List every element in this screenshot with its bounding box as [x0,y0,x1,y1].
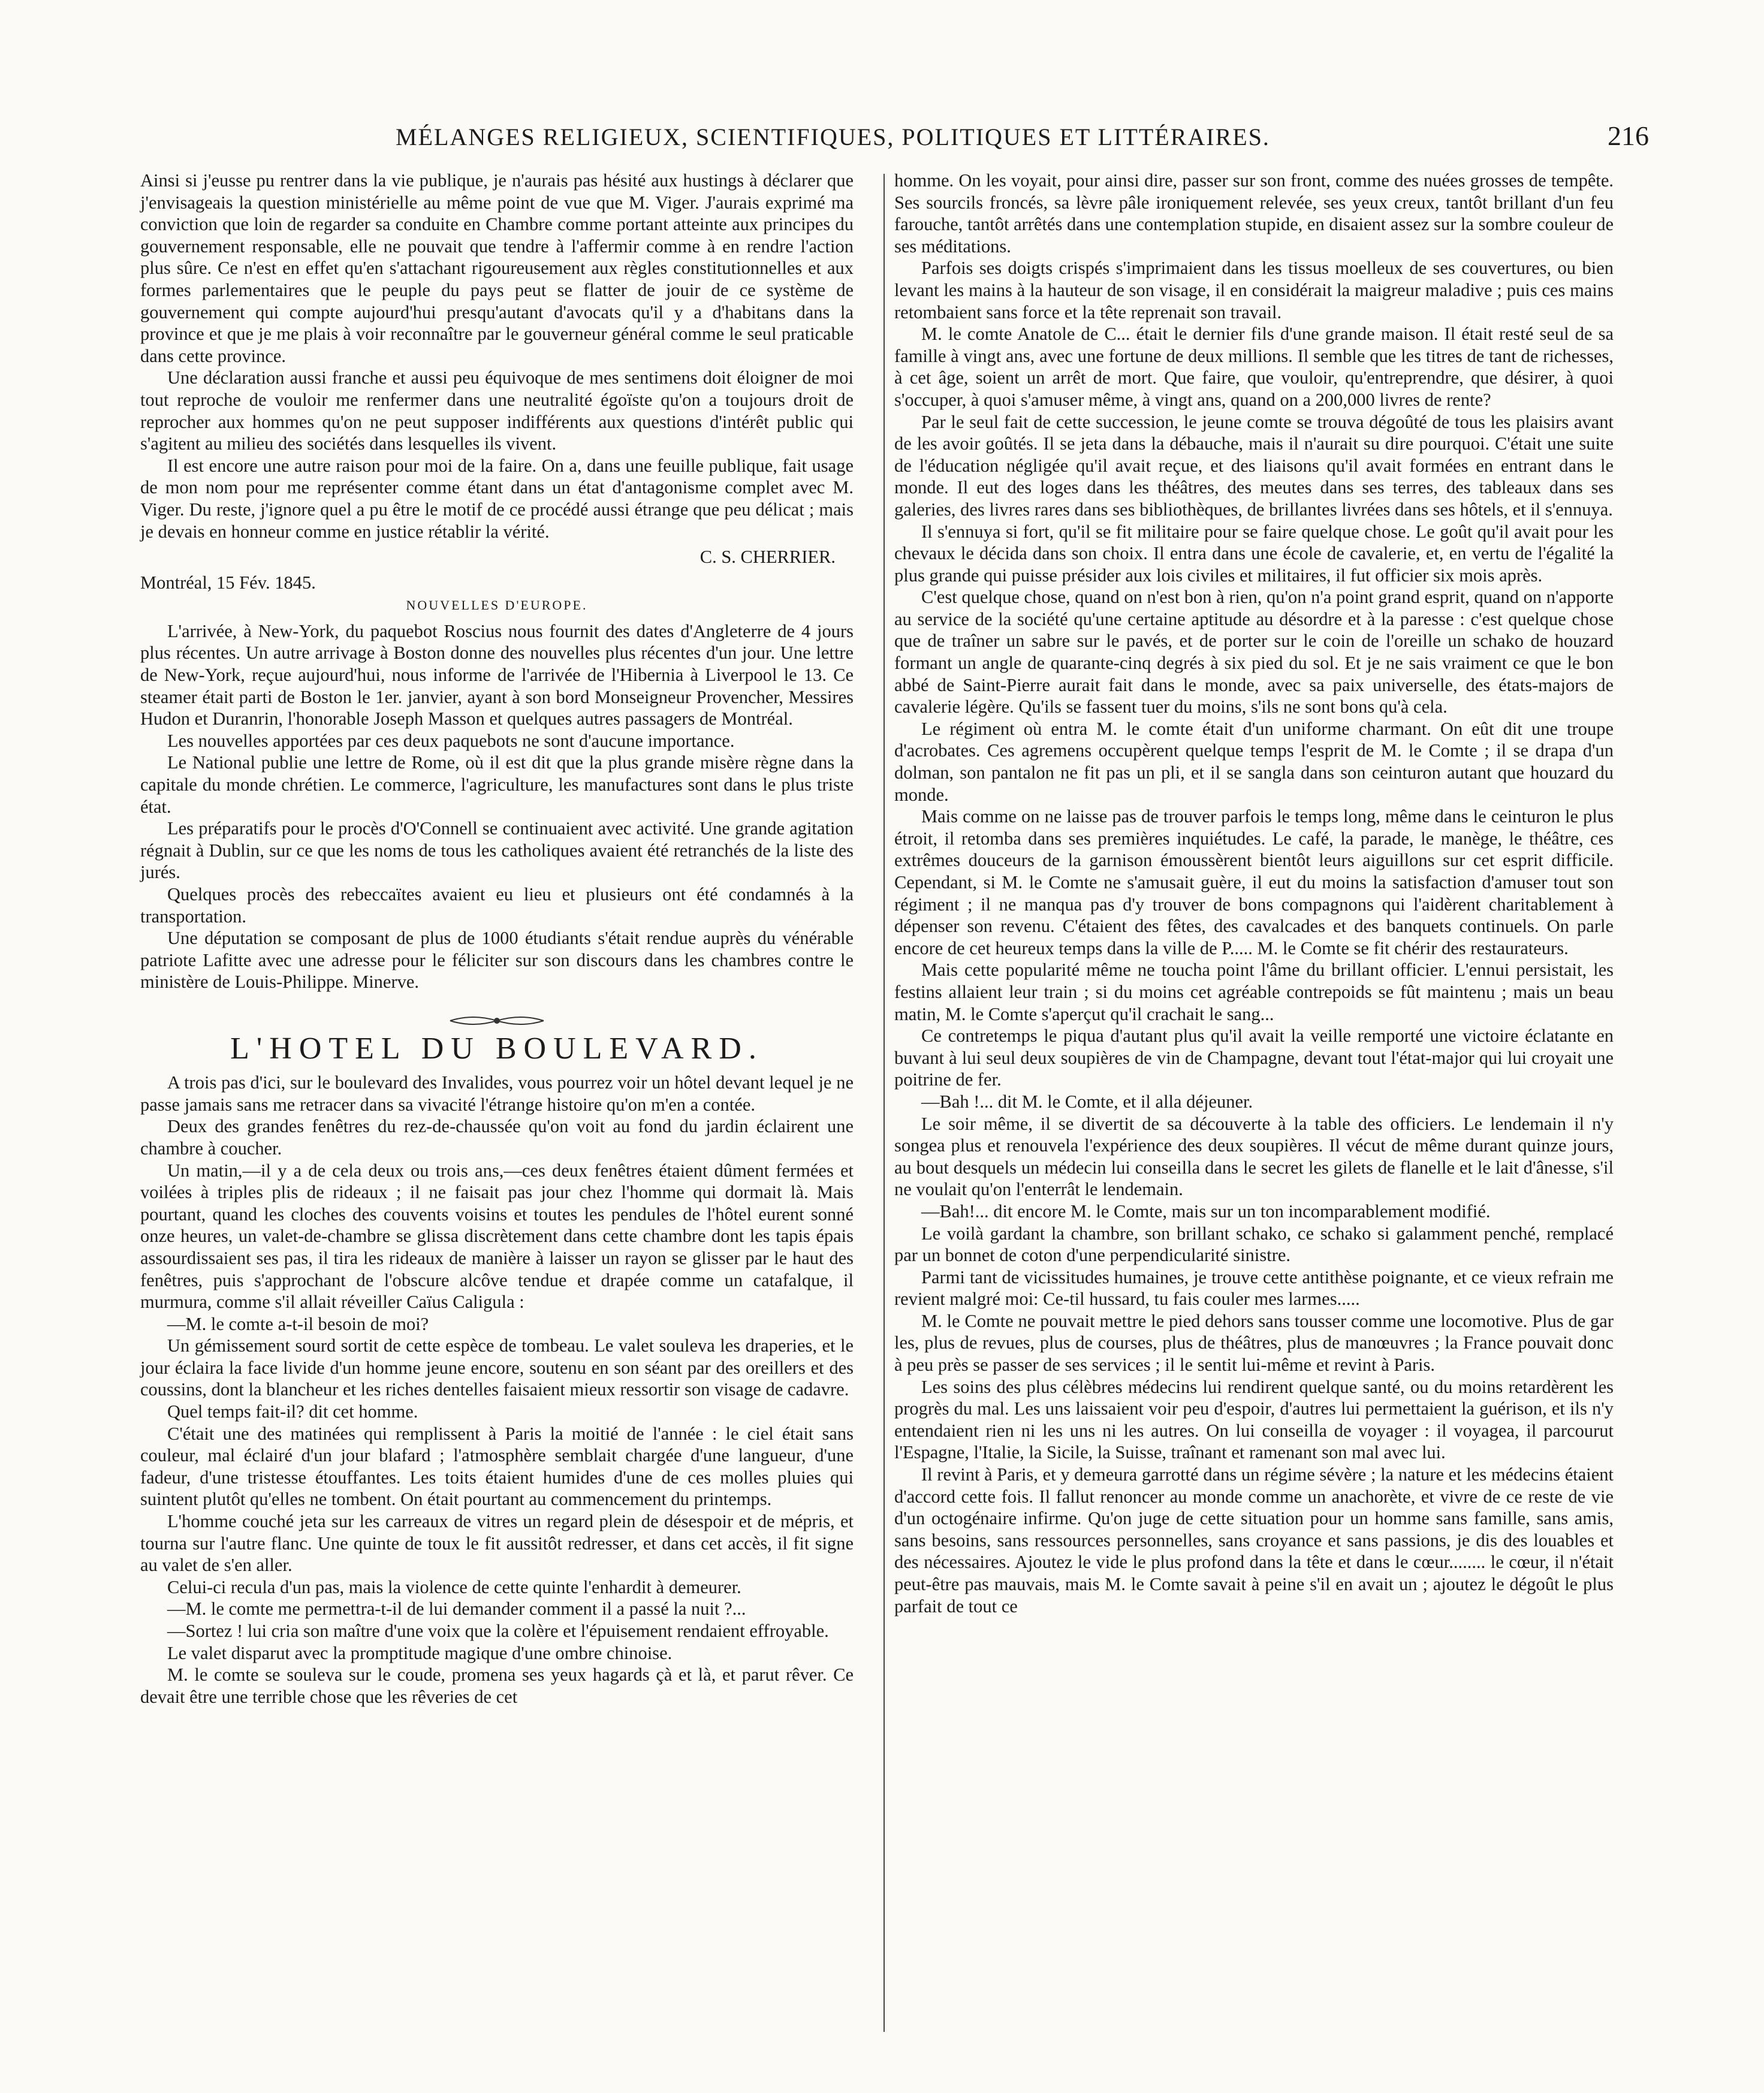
story-paragraph: Mais comme on ne laisse pas de trouver parfois le temps long, même dans le ceinturon le plus étroit, il retomba dans ses premières inquiétudes. Le café, la parade, le manège, le théâtre, ces extrêmes douceurs de la garnison émoussèrent bientôt leurs aiguillons sur cet esprit difficile. Cependant, si M. le Comte ne s'amusait guère, il eut du moins la satisfaction d'amuser tout son régiment ; il ne manqua pas d'y trouver de bons compagnons qui l'aidèrent charitablement à dépenser son revenu. C'étaient des fêtes, des cavalcades et des banquets continuels. On parle encore de cet heureux temps dans la ville de P..... M. le Comte se fit chérir des restaurateurs. [894,806,1614,958]
story-paragraph: Mais cette popularité même ne toucha point l'âme du brillant officier. L'ennui persistait, les festins allaient leur train ; si du moins cet agréable contrepoids se fût maintenu ; mais un beau matin, M. le Comte s'aperçut qu'il crachait le sang... [894,960,1614,1024]
story-paragraph: L'homme couché jeta sur les carreaux de vitres un regard plein de désespoir et de mépris, et tourna sur l'autre flanc. Une quinte de toux le fit aussitôt redresser, et dans cet accès, il fit signe au valet de s'en aller. [140,1511,854,1576]
story-paragraph: C'était une des matinées qui remplissent à Paris la moitié de l'année : le ciel était sans couleur, mal éclairé d'un jour blafard ; l'atmosphère semblait chargée d'une langueur, d'une fadeur, d'une tristesse étouffantes. Les toits étaient humides d'une de ces molles pluies qui suintent plutôt qu'elles ne tombent. On était pourtant au commencement du printemps. [140,1423,854,1510]
story-paragraph: Deux des grandes fenêtres du rez-de-chaussée qu'on voit au fond du jardin éclairent une chambre à coucher. [140,1116,854,1159]
story-paragraph: Il revint à Paris, et y demeura garrotté dans un régime sévère ; la nature et les médecins étaient d'accord cette fois. Il fallut renoncer au monde comme un anachorète, et vivre de ce reste de vie d'un octogénaire infirme. Qu'on juge de cette situation pour un homme sans famille, sans amis, sans besoins, sans ressources personnelles, sans croyance et sans passions, je dis des louables et des nécessaires. Ajoutez le vide le plus profond dans la tête et dans le cœur........ le cœur, il n'était peut-être pas mauvais, mais M. le Comte savait à peine s'il en avait un ; ajoutez le dégoût le plus parfait de tout ce [894,1464,1614,1617]
story-paragraph: Le régiment où entra M. le comte était d'un uniforme charmant. On eût dit une troupe d'acrobates. Ces agremens occupèrent quelque temps l'esprit de M. le Comte ; il se drapa d'un dolman, son pantalon ne fit pas un pli, et il se sangla dans son ceinturon autant que houzard du monde. [894,718,1614,805]
letter-signature: C. S. CHERRIER. [699,547,836,568]
story-paragraph: —M. le comte a-t-il besoin de moi? [167,1313,429,1334]
story-title: L'HOTEL DU BOULEVARD. [230,1031,764,1066]
story-paragraph: homme. On les voyait, pour ainsi dire, passer sur son front, comme des nuées grosses de tempête. Ses sourcils froncés, sa lèvre pâle ironiquement relevée, ses yeux creux, tantôt brillant d'un feu farouche, tantôt arrêtés dans une contemplation stupide, en disaient assez sur la sombre couleur de ses méditations. [894,170,1614,257]
story-paragraph: Un gémissement sourd sortit de cette espèce de tombeau. Le valet souleva les draperies, et le jour éclaira la face livide d'un homme jeune encore, soutenu en son séant par des oreillers et des coussins, dont la blancheur et les riches dentelles faisaient mieux ressortir son visage de cadavre. [140,1335,854,1400]
story-paragraph: —Bah !... dit M. le Comte, et il alla déjeuner. [921,1091,1253,1112]
story-paragraph: C'est quelque chose, quand on n'est bon à rien, qu'on n'a point grand esprit, quand on n'apporte au service de la société qu'une certaine aptitude au désordre et à la paresse : c'est quelque chose que de traîner un sabre sur le pavés, et de porter sur le coin de l'oreille un schako de houzard formant un angle de quarante-cinq degrés à six pied du sol. Et je ne sais vraiment ce que le bon abbé de Saint-Pierre aurait fait dans le monde, avec sa paix universelle, des états-majors de cavalerie légère. Qu'ils se fassent tuer du moins, s'ils ne sont bons qu'à cela. [894,587,1614,717]
news-paragraph: Les préparatifs pour le procès d'O'Connell se continuaient avec activité. Une grande agitation régnait à Dublin, sur ce que les noms de tous les catholiques avaient été retranchés de la liste des jurés. [140,818,854,883]
story-paragraph: Parmi tant de vicissitudes humaines, je trouve cette antithèse poignante, et ce vieux refrain me revient malgré moi: Ce-til hussard, tu fais couler mes larmes..... [894,1266,1614,1310]
story-paragraph: Les soins des plus célèbres médecins lui rendirent quelque santé, ou du moins retardèrent les progrès du mal. Les uns laissaient voir peu d'espoir, d'autres lui permettaient la guérison, et ils n'y entendaient rien ni les uns ni les autres. On lui conseilla de voyager : il voyagea, il parcourut l'Espagne, l'Italie, la Sicile, la Suisse, traînant et ramenant son mal avec lui. [894,1376,1614,1463]
story-paragraph: —Sortez ! lui cria son maître d'une voix que la colère et l'épuisement rendaient effroyable. [167,1621,829,1641]
story-paragraph: Par le seul fait de cette succession, le jeune comte se trouva dégoûté de tous les plaisirs avant de les avoir goûtés. Il se jeta dans la débauche, mais il n'aurait su dire pourquoi. C'était une suite de l'éducation négligée qu'il avait reçue, et des liaisons qu'il avait formées en entrant dans le monde. Il eut des loges dans les théâtres, des meutes dans ses terres, des tableaux dans ses galeries, des livres rares dans ses bibliothèques, de brillantes livrées dans ses hôtels, et il s'ennuya. [894,411,1614,520]
news-paragraph: Quelques procès des rebeccaïtes avaient eu lieu et plusieurs ont été condamnés à la transportation. [140,884,854,927]
story-paragraph: —M. le comte me permettra-t-il de lui demander comment il a passé la nuit ?... [167,1599,746,1619]
story-paragraph: —Bah!... dit encore M. le Comte, mais sur un ton incomparablement modifié. [921,1201,1491,1222]
story-paragraph: Le soir même, il se divertit de sa découverte à la table des officiers. Le lendemain il n'y songea plus et renouvela l'expérience des deux soupières. Il vécut de même durant quinze jours, au bout desquels un médecin lui conseilla dans le secret les gilets de flanelle et le lait d'ânesse, s'il ne voulait qu'on l'enterrât le lendemain. [894,1113,1614,1200]
news-heading: NOUVELLES D'EUROPE. [406,598,588,613]
story-paragraph: Quel temps fait-il? dit cet homme. [167,1401,418,1422]
column-divider [883,174,885,2032]
left-column [140,170,854,1708]
news-paragraph: Les nouvelles apportées par ces deux paquebots ne sont d'aucune importance. [167,730,735,751]
story-paragraph: Le voilà gardant la chambre, son brillant schako, ce schako si galamment penché, remplacé par un bonnet de coton d'une perpendicularité sinistre. [894,1223,1614,1266]
story-paragraph: M. le Comte ne pouvait mettre le pied dehors sans tousser comme une locomotive. Plus de gar les, plus de revues, plus de courses, plus de théâtres, plus de manœuvres ; la France pouvait donc à peu près se passer de ses services ; il le sentit lui-même et revint à Paris. [894,1310,1614,1376]
running-title: MÉLANGES RELIGIEUX, SCIENTIFIQUES, POLITIQUES ET LITTÉRAIRES. [396,123,1270,150]
news-paragraph: L'arrivée, à New-York, du paquebot Roscius nous fournit des dates d'Angleterre de 4 jours plus récentes. Un autre arrivage à Boston donne des nouvelles plus récentes d'un jour. Une lettre de New-York, reçue aujourd'hui, nous informe de l'arrivée de l'Hibernia à Liverpool le 13. Ce steamer était parti de Boston le 1er. janvier, ayant à son bord Monseigneur Provencher, Messires Hudon et Duranrin, l'honorable Joseph Masson et quelques autres passagers de Montréal. [140,620,854,729]
story-paragraph: M. le comte Anatole de C... était le dernier fils d'une grande maison. Il était resté seul de sa famille à vingt ans, avec une fortune de deux millions. Il semble que les titres de tant de richesses, à cet âge, soient un arrêt de mort. Que faire, que vouloir, qu'entreprendre, que désirer, à quoi s'occuper, à quoi s'amuser même, à vingt ans, quand on a 200,000 livres de rente? [894,324,1614,410]
story-paragraph: Celui-ci recula d'un pas, mais la violence de cette quinte l'enhardit à demeurer. [167,1576,741,1597]
ornament-icon [449,1014,545,1028]
story-paragraph: M. le comte se souleva sur le coude, promena ses yeux hagards çà et là, et parut rêver. Ce devait être une terrible chose que les rêveries de cet [140,1664,854,1707]
story-paragraph: A trois pas d'ici, sur le boulevard des Invalides, vous pourrez voir un hôtel devant lequel je ne passe jamais sans me retracer dans sa vivacité l'étrange histoire qu'on m'en a contée. [140,1072,854,1115]
story-paragraph: Ce contretemps le piqua d'autant plus qu'il avait la veille remporté une victoire éclatante en buvant à lui seul deux soupières de vin de Champagne, devant tout l'état-major qui lui croyait une poitrine de fer. [894,1026,1614,1090]
right-column [894,170,1614,1617]
news-paragraph: Le National publie une lettre de Rome, où il est dit que la plus grande misère règne dans la capitale du monde chrétien. Le commerce, l'agriculture, les manufactures sont dans le plus triste état. [140,752,854,817]
story-paragraph: Il s'ennuya si fort, qu'il se fit militaire pour se faire quelque chose. Le goût qu'il avait pour les chevaux le décida dans son choix. Il entra dans une école de cavalerie, et, en vertu de l'égalité la plus grande qui puisse présider aux lois civiles et militaires, il fut officier six mois après. [894,521,1614,586]
letter-paragraph: Il est encore une autre raison pour moi de la faire. On a, dans une feuille publique, fait usage de mon nom pour me représenter comme étant dans un état d'antagonisme complet avec M. Viger. Du reste, j'ignore quel a pu être le motif de ce procédé aussi étrange que peu délicat ; mais je devais en honneur comme en justice rétablir la vérité. [140,455,854,542]
dateline: Montréal, 15 Fév. 1845. [140,572,316,593]
letter-paragraph: Une déclaration aussi franche et aussi peu équivoque de mes sentimens doit éloigner de moi tout reproche de vouloir me renfermer dans une neutralité égoïste qu'on a toujours droit de reprocher aux hommes qu'on ne peut supposer indifférents aux questions d'intérêt public qui s'agitent au milieu des sociétés dans lesquelles ils vivent. [140,367,854,454]
news-paragraph: Une députation se composant de plus de 1000 étudiants s'était rendue auprès du vénérable patriote Lafitte avec une adresse pour le féliciter sur son discours dans les chambres contre le ministère de Louis-Philippe. Minerve. [140,928,854,993]
page-number: 216 [1608,120,1649,151]
story-paragraph: Le valet disparut avec la promptitude magique d'une ombre chinoise. [167,1642,673,1663]
story-paragraph: Parfois ses doigts crispés s'imprimaient dans les tissus moelleux de ses couvertures, ou bien levant les mains à la hauteur de son visage, il en considérait la maigreur maladive ; puis ces mains retombaient sans force et la tête reprenait son travail. [894,258,1614,322]
letter-paragraph: Ainsi si j'eusse pu rentrer dans la vie publique, je n'aurais pas hésité aux hustings à déclarer que j'envisageais la question ministérielle au même point de vue que M. Viger. J'aurais exprimé ma conviction que loin de regarder sa conduite en Chambre comme portant atteinte aux principes du gouvernement responsable, elle ne pouvait que tendre à l'affermir comme à en rendre l'action plus sûre. Ce n'est en effet qu'en s'attachant rigoureusement aux règles constitutionnelles et aux formes parlementaires que le peuple du pays peut se flatter de jouir de ce système de gouvernement qui compte aujourd'hui presqu'autant d'avocats qu'il y a d'habitans dans la province et que je me plais à voir reconnaître par le gouverneur général comme le seul praticable dans cette province. [140,170,854,366]
decorative-ornament [140,1011,854,1033]
story-paragraph: Un matin,—il y a de cela deux ou trois ans,—ces deux fenêtres étaient dûment fermées et voilées à triples plis de rideaux ; il ne faisait pas jour chez l'homme qui dormait là. Mais pourtant, quand les cloches des couvents voisins et toutes les pendules de l'hôtel eurent sonné onze heures, un valet-de-chambre se glissa discrètement dans cette chambre dont les tapis épais assourdissaient ses pas, il tira les rideaux de manière à laisser un rayon se glisser par le haut des fenêtres, puis s'approchant de l'obscure alcôve tendue et drapée comme un catafalque, il murmura, comme s'il allait réveiller Caïus Caligula : [140,1160,854,1313]
